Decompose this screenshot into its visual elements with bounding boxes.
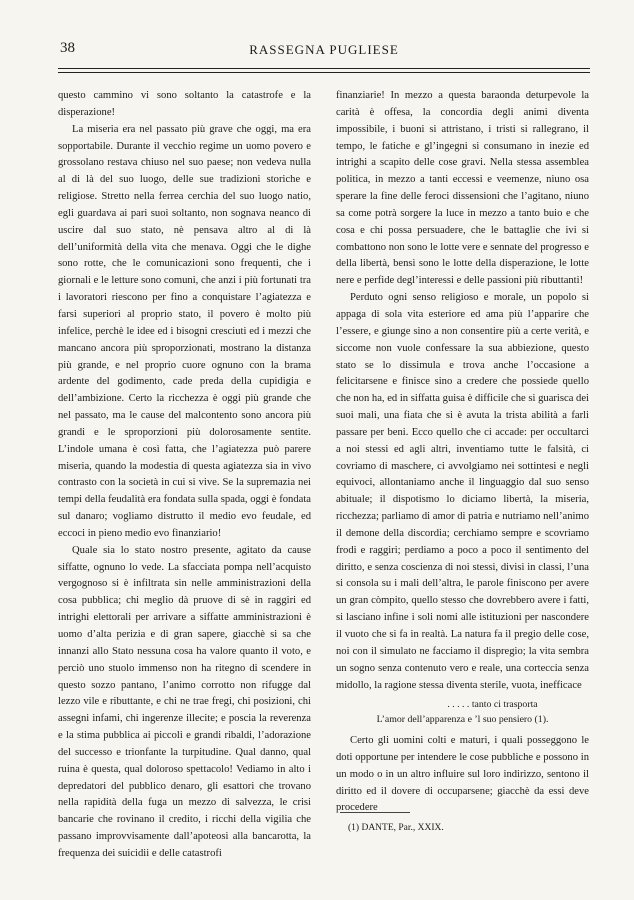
paragraph: La miseria era nel passato più grave che oggi, ma era sopportabile. Durante il vecchio regime un uomo povero e grossolano restava chiuso nel suo paese; non vedeva nulla al di là del suo luogo, delle sue tradizioni storiche e religiose. Stretto nella ferrea cerchia del suo luogo natio, egli guardava ai pari suoi soltanto, non sognava neanco di uscire dal suo stato, nè pensava altro al di là dell’uniformità della vita che menava. Oggi che le dighe sono rotte, che le comunicazioni sono frequenti, che i giornali e le letture sono comuni, che anzi i più fortunati tra i lavoratori riescono per fino a conquistare l’agiatezza e farsi superiori al proprio stato, il povero è molto più infelice, perchè le idee ed i bisogni cresciuti ed i mezzi che mancano ancora più sproporzionati, mostrano la distanza più grande, e nel proprio cuore ognuno con la brama ardente del godimento, cade preda della cupidigia e dell’ambizione. Certo la ricchezza è oggi più grande che nel passato, ma le cause del malcontento sono ancora più grandi e le sproporzioni più dolorosamente sentite. L’indole umana è così fatta, che l’agiatezza può parere miseria, quando la modestia di questa agiatezza sia in vivo contrasto con la società in cui si vive. Se la supremazia nei tempi della feudalità era fondata sulla spada, oggi è fondata sul danaro; vogliamo distrutto il medio evo feudale, ed eccoci in pieno medio evo finanziario! (58, 123, 311, 539)
paragraph: Quale sia lo stato nostro presente, agitato da cause siffatte, ognuno lo vede. La sfacciata pompa nell’acquisto vergognoso si è infiltrata sin nelle amministrazioni della cosa pubblica; chi meglio dà pruove di sè in raggiri ed intrighi elettorali per arrivare a siffatte amministrazioni è uomo d’alta perizia e di gran sapere, giacchè si sa che innanzi allo Stato nessuna cosa ha valore quanto il voto, e perciò uno stuolo immenso non ha ritegno di scendere in questo sozzo pantano, l’animo corrotto non rifugge dal lezzo vile e ributtante, e chi ne trae fregi, chi posizioni, chi assegni infami, chi ingerenze illecite; e poscia la reverenza e la stima pubblica ai piccoli e grandi ribaldi, l’adorazione del successo e trionfante la turpitudine. Qual danno, qual ruina è questa, qual doloroso spettacolo! Vediamo in alto i depredatori del pubblico denaro, gli esattori che trovano nella rapidità della fuga un mezzo di salvezza, le crisi bancarie che rovinano il credito, i ricchi della vigilia che passano improvvisamente dall’apoteosi alla bancarotta, la frequenza dei suicidii e delle catastrofi (58, 544, 311, 859)
page-header (58, 40, 590, 60)
header-rule (58, 68, 590, 73)
running-title: RASSEGNA PUGLIESE (249, 42, 399, 57)
page-number: 38 (60, 40, 75, 56)
paragraph: Perduto ogni senso religioso e morale, un popolo si appaga di sola vita esteriore ed ama più l’apparire che l’essere, e giunge sino a non consentire più a certe verità, e siccome non vuole confessare la sua abbiezione, questo stato se lo dissimula e trova anche l’occasione a felicitarsene e finisce sino a credere che possiede quello che non ha, ed in siffatta guisa è difficile che si guarisca dei suoi mali, una fiata che si è avuta la trista abilità a farli passare per beni. Ecco quello che ci accade: per occultarci a noi stessi ed agli altri, inventiamo tutte le falsità, ci covriamo di maschere, ci avvolgiamo nei sottintesi e negli equivoci, allontaniamo anche il linguaggio dal suo senso abituale; il dispotismo lo diciamo libertà, la miseria, ricchezza; parliamo di amor di patria e nutriamo nell’animo il demone della discordia; cerchiamo sempre e scovriamo frodi e raggiri; perdiamo a poco a poco il sentimento del diritto, e senza coscienza di noi stessi, divisi in classi, l’una si consola su i mali dell’altra, le parole finiscono per avere un gran còmpito, quello stesso che dovrebbero avere i fatti, si lasciano infine i soli nomi alle istituzioni per nascondere il vuoto che si fa in realtà. La natura fa il pregio delle cose, noi con il simulato ne facciamo il dispregio; la vita sembra un sogno senza contenuto vero e reale, una corteccia senza midollo, la ragione stessa diventa sterile, vuota, inefficace (336, 292, 589, 691)
paragraph: finanziarie! In mezzo a questa baraonda deturpevole la carità è offesa, la concordia degli animi diventa impossibile, i buoni si attristano, i tristi si rallegrano, il tempo, le fatiche e gl’ingegni si consumano in inezie ed intrighi a scapito delle cose gravi. Nella stessa assemblea politica, in mezzo a tanti eccessi e veemenze, niuno osa sperare la fine delle feroci dissensioni che l’agitano, niuno sa come potrà sorgere la luce in mezzo a tanto buio e che cosa e chi possa persuadere, che le battaglie che ivi si combattono non sono le lotte vere e sennate del progresso e della libertà, bensì sono le lotte della disperazione, le lotte nere e perfide degl’interessi e delle passioni più ributtanti! (336, 90, 589, 287)
paragraph: questo cammino vi sono soltanto la catastrofe e la disperazione! (58, 90, 311, 118)
left-column (58, 88, 311, 863)
right-column-continued (336, 733, 589, 817)
right-column (336, 88, 589, 694)
quote-line-2: L’amor dell’apparenza e ’l suo pensiero (1). (376, 714, 549, 725)
footnote-rule (340, 812, 410, 813)
footnote: (1) DANTE, Par., XXIX. (348, 823, 444, 833)
quote-line-1: . . . . . tanto ci trasporta (447, 699, 538, 710)
paragraph: Certo gli uomini colti e maturi, i quali posseggono le doti opportune per intendere le cose pubbliche e possono in un modo o in un altro influire sul loro indirizzo, sentono il diritto ed il dovere di occuparsene; giacchè da essi deve procedere (336, 735, 589, 814)
